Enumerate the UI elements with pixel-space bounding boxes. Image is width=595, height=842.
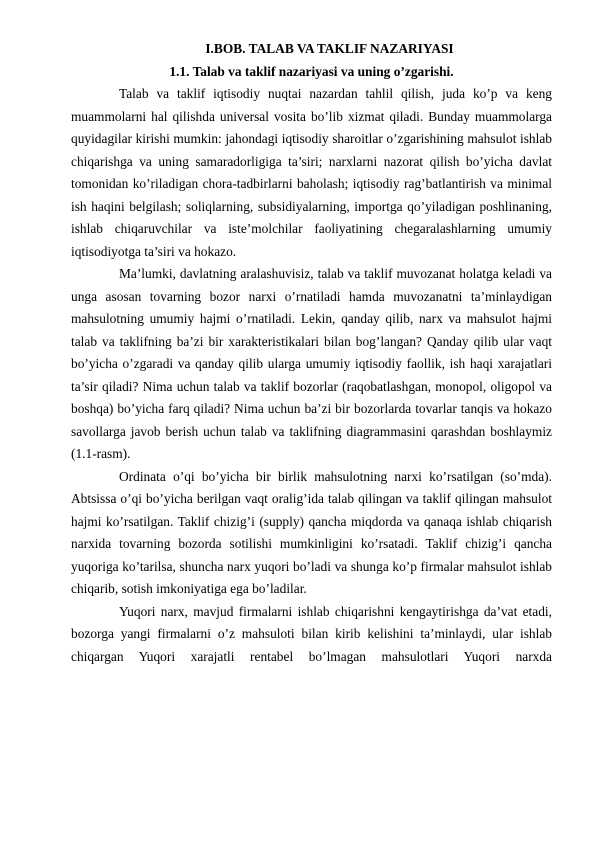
paragraph-4	[71, 601, 552, 669]
paragraph-text: Ma’lumki, davlatning aralashuvisiz, talab va taklif muvozanat holatga keladi va unga asosan tovarning bozor narxi o’rnatiladi hamda muvozanatni ta’minlaydigan mahsulotning umumiy hajmi o’rnatiladi. Lekin, qanday qilib, narx va mahsulot hajmi talab va taklifning ba’zi bir xarakteristikalari bilan bog’langan? Qanday qilib ular vaqt bo’yicha o’zgaradi va qanday qilib ularga umumiy iqtisodiy faollik, ish haqi xarajatlari ta’sir qiladi? Nima uchun talab va taklif bozorlar (raqobatlashgan, monopol, oligopol va boshqa) bo’yicha farq qiladi? Nima uchun ba’zi bir bozorlarda tovarlar tanqis va hokazo savollarga javob berish uchun talab va taklifning diagrammasini qarashdan boshlaymiz (1.1-rasm).	[71, 266, 552, 461]
section-title: 1.1. Talab va taklif nazariyasi va uning o’zgarishi.	[169, 63, 454, 79]
paragraph-text: Ordinata o’qi bo’yicha bir birlik mahsulotning narxi ko’rsatilgan (so’mda). Abtsissa o’qi bo’yicha berilgan vaqt oralig’ida talab qilingan va taklif qilingan mahsulot hajmi ko’rsatilgan. Taklif chizig’i (supply) qancha miqdorda va qanaqa ishlab chiqarish narxida tovarning bozorda sotilishi mumkinligini ko’rsatadi. Taklif chizig’i qancha yuqoriga ko’tarilsa, shuncha narx yuqori bo’ladi va shunga ko’p firmalar mahsulot ishlab chiqarib, sotish imkoniyatiga ega bo’ladilar.	[71, 468, 552, 596]
paragraph-2	[71, 263, 552, 466]
document-page	[71, 38, 552, 668]
paragraph-3	[71, 466, 552, 601]
paragraph-text: Yuqori narx, mavjud firmalarni ishlab chiqarishni kengaytirishga da’vat etadi, bozorga yangi firmalarni o’z mahsuloti bilan kirib kelishini ta’minlaydi, ular ishlab chiqargan Yuqori xarajatli rentabel bo’lmagan mahsulotlari Yuqori narxda	[71, 603, 552, 664]
paragraph-text: Talab va taklif iqtisodiy nuqtai nazardan tahlil qilish, juda ko’p va keng muammolarni hal qilishda universal vosita bo’lib xizmat qiladi. Bunday muammolarga quyidagilar kirishi mumkin: jahondagi iqtisodiy sharoitlar o’zgarishining mahsulot ishlab chiqarishga va uning samaradorligiga ta’siri; narxlarni nazorat qilish bo’yicha davlat tomonidan ko’riladigan chora-tadbirlarni baholash; iqtisodiy rag’batlantirish va minimal ish haqini belgilash; soliqlarning, subsidiyalarning, importga qo’yiladigan poshlinaning, ishlab chiqaruvchilar va iste’molchilar faoliyatining chegaralashlarning umumiy iqtisodiyotga ta’siri va hokazo.	[71, 86, 552, 259]
paragraph-1	[71, 83, 552, 263]
chapter-title: I.BOB. TALAB VA TAKLIF NAZARIYASI	[205, 41, 454, 56]
